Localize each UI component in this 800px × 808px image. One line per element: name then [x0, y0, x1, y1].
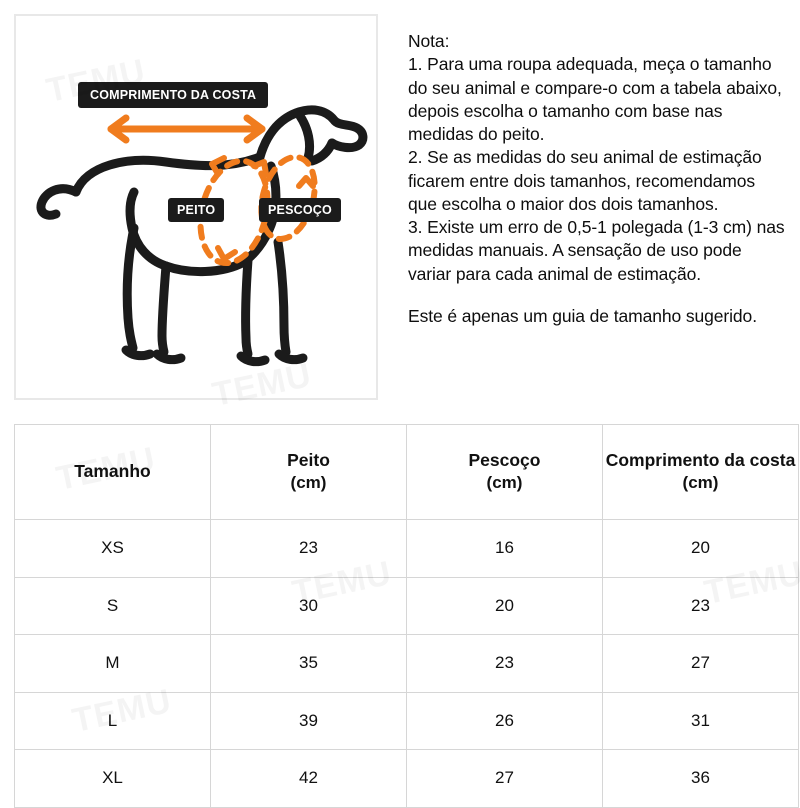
table-row: [15, 520, 799, 578]
header-neck: [407, 425, 603, 520]
header-neck-unit: (cm): [486, 473, 523, 493]
table-row: [15, 750, 799, 808]
notes-spacer: [408, 286, 786, 305]
notes-section: [378, 14, 786, 328]
size-table: [14, 424, 799, 808]
table-body: [15, 520, 799, 808]
cell-size: XL: [15, 750, 211, 808]
size-table-wrapper: [14, 424, 796, 808]
table-head: [15, 425, 799, 520]
cell-neck: 20: [407, 577, 603, 635]
label-neck: PESCOÇO: [259, 198, 341, 222]
table-row: [15, 692, 799, 750]
table-header-row: [15, 425, 799, 520]
header-neck-title: Pescoço: [468, 450, 541, 471]
note-item-1: 1. Para uma roupa adequada, meça o tamanho do seu animal e compare-o com a tabela abaixo, depois escolha o tamanho com base nas medidas do peito.: [408, 54, 782, 145]
table-row: [15, 635, 799, 693]
cell-back: 23: [603, 577, 799, 635]
cell-back: 27: [603, 635, 799, 693]
cell-chest: 23: [211, 520, 407, 578]
cell-chest: 30: [211, 577, 407, 635]
cell-neck: 16: [407, 520, 603, 578]
note-item-2: 2. Se as medidas do seu animal de estimação ficarem entre dois tamanhos, recomendamos que escolha o maior dos dois tamanhos.: [408, 147, 762, 214]
label-chest: PEITO: [168, 198, 224, 222]
cell-neck: 26: [407, 692, 603, 750]
back-length-arrow: [111, 118, 262, 140]
cell-chest: 35: [211, 635, 407, 693]
cell-size: XS: [15, 520, 211, 578]
cell-size: L: [15, 692, 211, 750]
cell-chest: 42: [211, 750, 407, 808]
header-back-length-title: Comprimento da costa: [605, 450, 796, 471]
header-size-title: Tamanho: [74, 461, 151, 482]
cell-size: S: [15, 577, 211, 635]
cell-back: 31: [603, 692, 799, 750]
header-back-length-unit: (cm): [682, 473, 719, 493]
cell-back: 20: [603, 520, 799, 578]
table-row: [15, 577, 799, 635]
cell-neck: 27: [407, 750, 603, 808]
label-back-length: COMPRIMENTO DA COSTA: [78, 82, 268, 108]
cell-size: M: [15, 635, 211, 693]
cell-back: 36: [603, 750, 799, 808]
header-chest: [211, 425, 407, 520]
header-back-length: [603, 425, 799, 520]
header-size: [15, 425, 211, 520]
dog-measurement-diagram: [14, 14, 378, 400]
note-item-3: 3. Existe um erro de 0,5-1 polegada (1-3 cm) nas medidas manuais. A sensação de uso pode variar para cada animal de estimação.: [408, 217, 785, 284]
header-chest-title: Peito: [287, 450, 330, 471]
notes-footer: Este é apenas um guia de tamanho sugerido.: [408, 305, 757, 326]
notes-heading: Nota:: [408, 31, 450, 51]
cell-neck: 23: [407, 635, 603, 693]
cell-chest: 39: [211, 692, 407, 750]
header-chest-unit: (cm): [290, 473, 327, 493]
